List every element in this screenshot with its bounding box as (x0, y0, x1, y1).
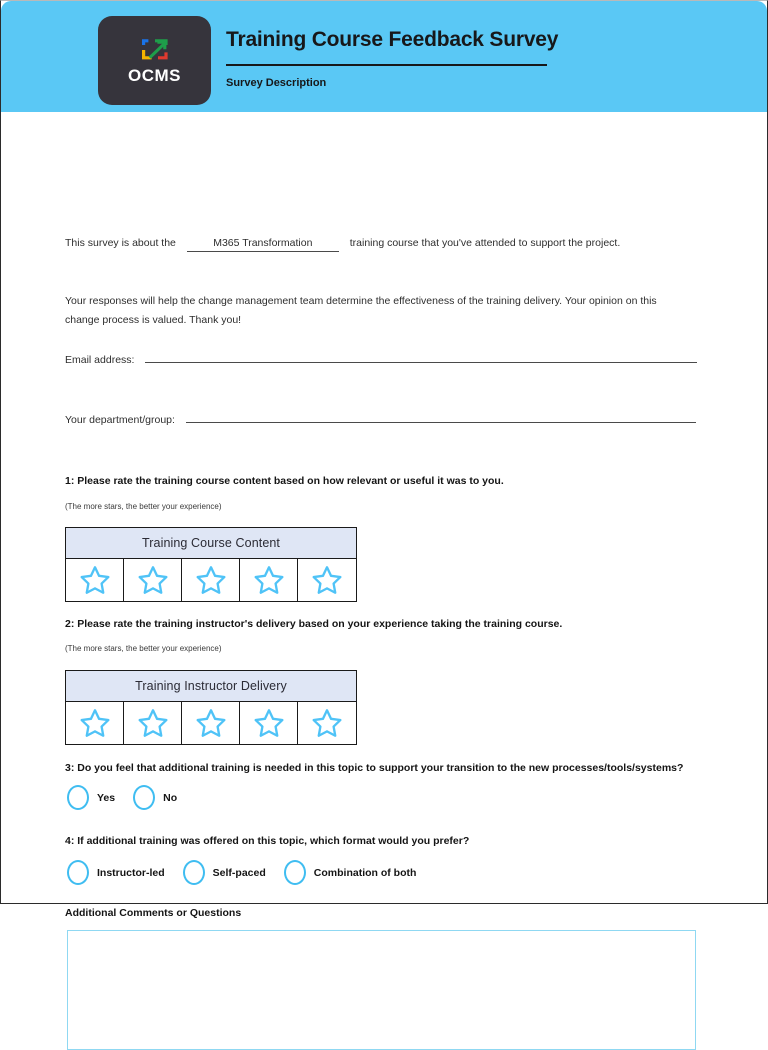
department-label: Your department/group: (65, 414, 175, 426)
star-icon (136, 564, 170, 597)
question-4-title: 4: If additional training was offered on this topic, which format would you prefer? (65, 835, 470, 847)
star-icon (252, 707, 286, 740)
radio-option-no[interactable] (133, 785, 177, 810)
star-icon (194, 707, 228, 740)
star-icon (78, 707, 112, 740)
radio-circle-icon[interactable] (284, 860, 306, 885)
star-rating-2[interactable] (124, 559, 182, 601)
star-icon (194, 564, 228, 597)
question-3-title: 3: Do you feel that additional training is needed in this topic to support your transition to the new processes/tools/systems? (65, 762, 684, 774)
star-icon (136, 707, 170, 740)
star-icon (310, 707, 344, 740)
radio-option-combination-of-both[interactable] (284, 860, 417, 885)
star-rating-5[interactable] (298, 559, 356, 601)
star-rating-3[interactable] (182, 702, 240, 744)
rating-table-header-course-content: Training Course Content (66, 528, 356, 559)
intro-sentence (65, 237, 620, 252)
radio-option-self-paced[interactable] (183, 860, 266, 885)
star-rating-2[interactable] (124, 702, 182, 744)
title-divider (226, 64, 547, 66)
radio-circle-icon[interactable] (67, 785, 89, 810)
rating-table-course-content (65, 527, 357, 602)
rating-stars-instructor-delivery (66, 702, 356, 744)
radio-option-yes[interactable] (67, 785, 115, 810)
star-rating-3[interactable] (182, 559, 240, 601)
email-label: Email address: (65, 354, 135, 366)
additional-comments-label: Additional Comments or Questions (65, 907, 242, 919)
radio-circle-icon[interactable] (133, 785, 155, 810)
rating-table-header-instructor-delivery: Training Instructor Delivery (66, 671, 356, 702)
ocms-logo-tile (98, 16, 211, 105)
radio-label-combination-of-both: Combination of both (313, 866, 417, 879)
star-icon (310, 564, 344, 597)
email-row (65, 350, 697, 366)
department-row (65, 410, 696, 426)
star-rating-1[interactable] (66, 559, 124, 601)
rating-table-instructor-delivery (65, 670, 357, 745)
star-rating-5[interactable] (298, 702, 356, 744)
intro-paragraph: Your responses will help the change management team determine the effectiveness of the training delivery. Your opinion on this change process is valued. Thank you! (65, 295, 657, 326)
page-title: Training Course Feedback Survey (226, 28, 559, 51)
ocms-expand-arrow-logo-icon (139, 36, 171, 63)
question-1-title: 1: Please rate the training course content based on how relevant or useful it was to you. (65, 475, 504, 487)
email-input[interactable] (145, 350, 697, 363)
question-2-title: 2: Please rate the training instructor's delivery based on your experience taking the training course. (65, 618, 563, 630)
department-input[interactable] (186, 410, 696, 423)
radio-label-yes: Yes (97, 791, 116, 804)
radio-circle-icon[interactable] (183, 860, 205, 885)
radio-label-self-paced: Self-paced (212, 866, 266, 879)
radio-label-instructor-led: Instructor-led (97, 866, 165, 879)
radio-circle-icon[interactable] (67, 860, 89, 885)
survey-description-label: Survey Description (226, 77, 327, 89)
star-rating-1[interactable] (66, 702, 124, 744)
intro-after-text: training course that you've attended to support the project. (349, 237, 621, 249)
radio-option-instructor-led[interactable] (67, 860, 165, 885)
star-icon (252, 564, 286, 597)
intro-before-text: This survey is about the (65, 237, 176, 249)
course-name-field[interactable]: M365 Transformation (187, 237, 339, 252)
question-1-hint: (The more stars, the better your experience) (65, 502, 222, 511)
star-rating-4[interactable] (240, 702, 298, 744)
radio-label-no: No (163, 791, 178, 804)
star-icon (78, 564, 112, 597)
ocms-logo-text: OCMS (128, 65, 181, 85)
question-4-options (67, 860, 434, 885)
question-3-options (67, 785, 195, 810)
additional-comments-input[interactable] (67, 930, 696, 1050)
question-2-hint: (The more stars, the better your experience) (65, 644, 222, 653)
survey-header (1, 1, 767, 112)
rating-stars-course-content (66, 559, 356, 601)
star-rating-4[interactable] (240, 559, 298, 601)
